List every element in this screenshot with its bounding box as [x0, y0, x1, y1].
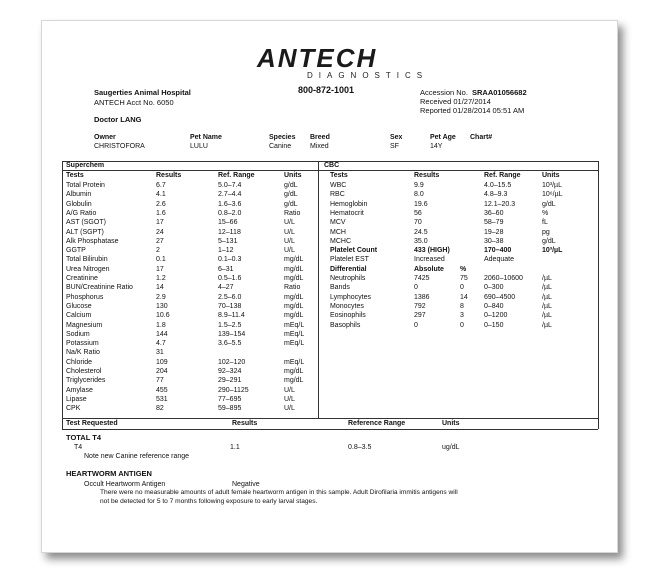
- units: /µL: [542, 293, 552, 301]
- ref-range: 12–118: [218, 228, 241, 236]
- result: 24: [156, 228, 164, 236]
- units: mg/dL: [284, 377, 304, 385]
- result: 14: [156, 284, 164, 292]
- test-name: Total Protein: [66, 182, 105, 189]
- result: 130: [156, 302, 168, 310]
- units: U/L: [284, 386, 295, 394]
- test-name: A/G Ratio: [66, 209, 97, 217]
- test-name: Neutrophils: [330, 275, 366, 282]
- section-divider: [62, 170, 598, 171]
- ref-range: 0–840: [484, 302, 504, 310]
- test-name: Triglycerides: [66, 377, 106, 385]
- ref-range: 0–1200: [484, 312, 508, 320]
- test-name-header: Tests: [66, 172, 84, 179]
- units: U/L: [284, 405, 295, 413]
- ref-range: 92–324: [218, 368, 242, 375]
- percent: 75: [460, 275, 468, 282]
- units-header: Units: [442, 420, 460, 427]
- result: Increased: [414, 256, 445, 264]
- result: 7425: [414, 275, 430, 282]
- test-name: MCH: [330, 228, 346, 236]
- ref-range: 8.9–11.4: [218, 312, 245, 320]
- units: /µL: [542, 302, 552, 310]
- result: 0.1: [156, 256, 166, 264]
- units: U/L: [284, 237, 295, 245]
- units: mg/dL: [284, 293, 304, 301]
- percent: 8: [460, 302, 464, 310]
- ref-range: 0–150: [484, 321, 504, 329]
- result: 19.6: [414, 200, 428, 208]
- ref-range: 4.0–15.5: [484, 182, 512, 189]
- units: g/dL: [542, 237, 556, 245]
- result: Absolute: [414, 265, 444, 273]
- result: 17: [156, 265, 164, 273]
- result: 27: [156, 237, 164, 245]
- result-header: Results: [156, 172, 182, 179]
- ref-range: 77–695: [218, 395, 242, 403]
- breed-value: Mixed: [310, 143, 329, 150]
- units: mg/dL: [284, 275, 304, 282]
- requested-divider: [62, 429, 598, 430]
- result: 6.7: [156, 182, 166, 189]
- units: pg: [542, 228, 550, 236]
- units: 10⁶/µL: [542, 191, 563, 199]
- ref-range: 3.6–5.5: [218, 340, 242, 348]
- result: 4.1: [156, 191, 166, 199]
- requested-header: [62, 418, 599, 429]
- units: U/L: [284, 395, 295, 403]
- ref-range: 5.0–7.4: [218, 182, 242, 189]
- ref-range: 0–300: [484, 284, 504, 292]
- test-name: Total Bilirubin: [66, 256, 108, 264]
- test-name: AST (SGOT): [66, 219, 106, 227]
- ref-range: 58–79: [484, 219, 504, 227]
- test-name: Sodium: [66, 330, 90, 338]
- ref-range: 5–131: [218, 237, 238, 245]
- units: U/L: [284, 219, 295, 227]
- test-name: Potassium: [66, 340, 99, 348]
- ref-range: 2.5–6.0: [218, 293, 242, 301]
- units: Ratio: [284, 284, 301, 292]
- pet-age-label: Pet Age: [430, 134, 456, 141]
- result: 1.8: [156, 321, 166, 329]
- test-name: Platelet EST: [330, 256, 369, 264]
- t4-range: 0.8–3.5: [348, 444, 372, 451]
- result: 2: [156, 247, 160, 255]
- test-name: MCHC: [330, 237, 351, 245]
- ref-range: 0.8–2.0: [218, 209, 242, 217]
- result: 455: [156, 386, 168, 394]
- clinic-name: Saugerties Animal Hospital: [94, 88, 191, 97]
- result: 24.5: [414, 228, 428, 236]
- test-name: Phosphorus: [66, 293, 104, 301]
- result: 17: [156, 219, 164, 227]
- units: g/dL: [284, 191, 298, 199]
- ref-range: 19–28: [484, 228, 504, 236]
- ref-range: 30–38: [484, 237, 504, 245]
- ref-range: 12.1–20.3: [484, 200, 516, 208]
- test-name: Platelet Count: [330, 247, 378, 255]
- heartworm-note-line2: not be detected for 5 to 7 months following exposure to early larval stages.: [100, 498, 318, 505]
- result: 2.9: [156, 293, 166, 301]
- received-date: Received 01/27/2014: [420, 97, 491, 106]
- t4-name: T4: [74, 444, 83, 451]
- test-name: WBC: [330, 182, 347, 189]
- ref-range: 1.6–3.6: [218, 200, 242, 208]
- test-name: Lipase: [66, 395, 87, 403]
- test-name: Lymphocytes: [330, 293, 371, 301]
- units: mg/dL: [284, 368, 304, 375]
- units: U/L: [284, 247, 295, 255]
- units: g/dL: [284, 182, 298, 189]
- ref-range: 170–400: [484, 247, 512, 255]
- units: U/L: [284, 228, 295, 236]
- results-header: Results: [232, 420, 258, 427]
- test-name: Creatinine: [66, 275, 98, 282]
- breed-label: Breed: [310, 134, 330, 141]
- units: /µL: [542, 275, 552, 282]
- t4-result: 1.1: [230, 444, 240, 451]
- antech-logo: ANTECH: [257, 43, 378, 73]
- result: 433 (HIGH): [414, 247, 450, 255]
- ref-range: 0.5–1.6: [218, 275, 242, 282]
- test-name: Hemoglobin: [330, 200, 368, 208]
- clinic-account: ANTECH Acct No. 6050: [94, 98, 174, 107]
- result: 77: [156, 377, 164, 385]
- ref-range: 690–4500: [484, 293, 516, 301]
- units: /µL: [542, 321, 552, 329]
- ref-range: 1–12: [218, 247, 234, 255]
- result: 0: [414, 321, 418, 329]
- total-t4-title: TOTAL T4: [66, 433, 102, 442]
- units: /µL: [542, 284, 552, 292]
- result: 1.2: [156, 275, 166, 282]
- result: 10.6: [156, 312, 170, 320]
- units: g/dL: [542, 200, 556, 208]
- percent: 14: [460, 293, 468, 301]
- result: 1.6: [156, 209, 166, 217]
- pet-age-value: 14Y: [430, 143, 443, 150]
- ref-range: 4–27: [218, 284, 234, 292]
- column-divider: [318, 161, 319, 418]
- ref-range: 70–138: [218, 302, 242, 310]
- result: 70: [414, 219, 422, 227]
- result: 144: [156, 330, 168, 338]
- sex-label: Sex: [390, 134, 403, 141]
- test-name: Globulin: [66, 200, 92, 208]
- phone-number: 800-872-1001: [298, 85, 355, 95]
- owner-value: CHRISTOFORA: [94, 143, 145, 150]
- ref-range: 15–66: [218, 219, 238, 227]
- units: 10³/µL: [542, 182, 562, 189]
- result: 35.0: [414, 237, 428, 245]
- result: 8.0: [414, 191, 424, 199]
- result: 297: [414, 312, 426, 320]
- result: 1386: [414, 293, 430, 301]
- percent: %: [460, 265, 467, 273]
- test-name: Urea Nitrogen: [66, 265, 110, 273]
- result: 0: [414, 284, 418, 292]
- units: /µL: [542, 312, 552, 320]
- test-name: Eosinophils: [330, 312, 366, 320]
- result: 2.6: [156, 200, 166, 208]
- test-name: GGTP: [66, 247, 86, 255]
- percent: 0: [460, 321, 464, 329]
- reported-date: Reported 01/28/2014 05:51 AM: [420, 106, 525, 115]
- ref-range: 4.8–9.3: [484, 191, 508, 199]
- ref-range: 2.7–4.4: [218, 191, 242, 199]
- units: fL: [542, 219, 548, 227]
- units: g/dL: [284, 200, 298, 208]
- ref-range-header: Ref. Range: [218, 172, 255, 179]
- ref-range: 6–31: [218, 265, 234, 273]
- t4-units: ug/dL: [442, 444, 460, 451]
- ref-range: Adequate: [484, 256, 514, 264]
- heartworm-result: Negative: [232, 481, 260, 488]
- test-name: ALT (SGPT): [66, 228, 104, 236]
- test-name: CPK: [66, 405, 81, 413]
- test-name: Basophils: [330, 321, 361, 329]
- units: 10³/µL: [542, 247, 563, 255]
- ref-range: 36–60: [484, 209, 504, 217]
- chart-number-label: Chart#: [470, 134, 493, 141]
- test-name: Amylase: [66, 386, 93, 394]
- result: 9.9: [414, 182, 424, 189]
- result: 204: [156, 368, 168, 375]
- species-label: Species: [269, 134, 296, 141]
- result: 31: [156, 349, 164, 357]
- test-name: Magnesium: [66, 321, 103, 329]
- result: 4.7: [156, 340, 166, 348]
- test-name: Na/K Ratio: [66, 349, 100, 357]
- percent: 3: [460, 312, 464, 320]
- result-header: Results: [414, 172, 440, 179]
- units: %: [542, 209, 549, 217]
- test-name: Calcium: [66, 312, 92, 320]
- units: mg/dL: [284, 265, 304, 273]
- lab-report-sheet: [41, 20, 618, 553]
- pet-name-label: Pet Name: [190, 134, 222, 141]
- doctor-name: Doctor LANG: [94, 115, 142, 124]
- reference-range-header: Reference Range: [348, 420, 406, 427]
- ref-range: 139–154: [218, 330, 246, 338]
- ref-range: 2060–10600: [484, 275, 523, 282]
- units: mEq/L: [284, 340, 305, 348]
- ref-range: 290–1125: [218, 386, 249, 394]
- test-name: BUN/Creatinine Ratio: [66, 284, 133, 292]
- units: mEq/L: [284, 358, 305, 366]
- test-name: Monocytes: [330, 302, 364, 310]
- t4-note: Note new Canine reference range: [84, 453, 190, 460]
- units: mg/dL: [284, 302, 304, 310]
- units: mEq/L: [284, 321, 305, 329]
- units-header: Units: [542, 172, 560, 179]
- test-name: Hematocrit: [330, 209, 364, 217]
- test-name: Chloride: [66, 358, 93, 366]
- heartworm-test: Occult Heartworm Antigen: [84, 481, 166, 488]
- units: mg/dL: [284, 312, 304, 320]
- ref-range-header: Ref. Range: [484, 172, 521, 179]
- test-name: Glucose: [66, 302, 92, 310]
- test-name-header: Tests: [330, 172, 348, 179]
- sex-value: SF: [390, 143, 399, 150]
- ref-range: 29–291: [218, 377, 242, 385]
- accession-label: Accession No.: [420, 88, 468, 97]
- cbc-title: CBC: [324, 162, 340, 169]
- test-requested-header: Test Requested: [66, 420, 118, 427]
- superchem-title: Superchem: [66, 162, 105, 169]
- result: 792: [414, 302, 426, 310]
- result: 82: [156, 405, 164, 413]
- accession-number: SRAA01056682: [472, 88, 527, 97]
- units: mg/dL: [284, 256, 304, 264]
- units: Ratio: [284, 209, 301, 217]
- ref-range: 1.5–2.5: [218, 321, 242, 329]
- test-name: RBC: [330, 191, 345, 199]
- percent: 0: [460, 284, 464, 292]
- test-name: Alk Phosphatase: [66, 237, 119, 245]
- owner-label: Owner: [94, 134, 116, 141]
- result: 56: [414, 209, 422, 217]
- heartworm-note-line1: There were no measurable amounts of adult female heartworm antigen in this sample. Adult Dirofilaria immitis antigens will: [100, 489, 458, 496]
- pet-name-value: LULU: [190, 143, 208, 150]
- test-name: Cholesterol: [66, 368, 102, 375]
- antech-logo-subtitle: DIAGNOSTICS: [307, 71, 429, 80]
- result: 531: [156, 395, 168, 403]
- ref-range: 59–895: [218, 405, 242, 413]
- ref-range: 102–120: [218, 358, 246, 366]
- test-name: MCV: [330, 219, 346, 227]
- units: mEq/L: [284, 330, 305, 338]
- ref-range: 0.1–0.3: [218, 256, 242, 264]
- test-name: Bands: [330, 284, 350, 292]
- units-header: Units: [284, 172, 302, 179]
- result: 109: [156, 358, 168, 366]
- test-name: Differential: [330, 265, 367, 273]
- species-value: Canine: [269, 143, 292, 150]
- test-name: Albumin: [66, 191, 92, 199]
- heartworm-title: HEARTWORM ANTIGEN: [66, 469, 152, 478]
